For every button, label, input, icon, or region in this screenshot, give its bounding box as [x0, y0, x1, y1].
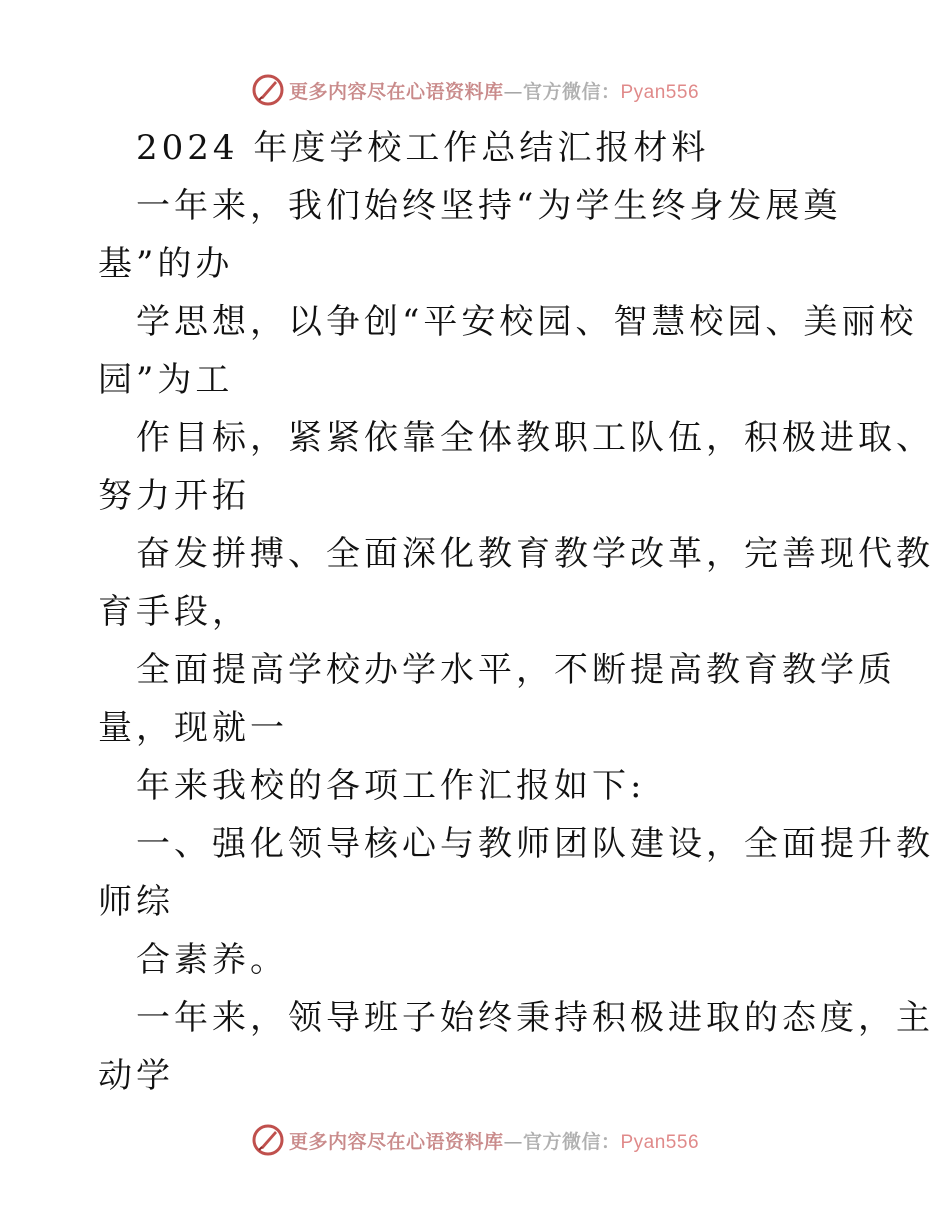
banner-text [289, 1127, 699, 1154]
section-heading-line: 一、强化领导核心与教师团队建设，全面提升教 [136, 824, 934, 864]
banner-wechat-label: 官方微信： [522, 80, 621, 103]
banner-separator: — [503, 80, 523, 103]
banner-text [289, 77, 699, 104]
paragraph-line: 育手段， [98, 592, 250, 632]
paragraph-line: 学思想，以争创“平安校园、智慧校园、美丽校 [136, 302, 918, 342]
section-heading-line: 师综 [98, 882, 174, 922]
banner-library-text: 更多内容尽在心语资料库 [288, 1130, 504, 1153]
quill-logo-icon [251, 1123, 285, 1157]
paragraph-line: 年来我校的各项工作汇报如下: [136, 766, 646, 806]
paragraph-line: 基”的办 [98, 244, 234, 284]
paragraph-line: 动学 [98, 1056, 174, 1096]
paragraph-line: 园”为工 [98, 360, 234, 400]
quill-logo-icon [251, 73, 285, 107]
paragraph-line: 一年来，领导班子始终秉持积极进取的态度，主 [136, 998, 934, 1038]
header-banner [0, 70, 950, 110]
paragraph-line: 奋发拼搏、全面深化教育教学改革，完善现代教 [136, 534, 934, 574]
paragraph-line: 一年来，我们始终坚持“为学生终身发展奠 [136, 186, 842, 226]
banner-wechat-id: Pyan556 [620, 1131, 700, 1153]
paragraph-line: 全面提高学校办学水平，不断提高教育教学质 [136, 650, 896, 690]
banner-library-text: 更多内容尽在心语资料库 [288, 80, 504, 103]
paragraph-line: 量，现就一 [98, 708, 288, 748]
banner-wechat-label: 官方微信： [522, 1130, 621, 1153]
banner-wechat-id: Pyan556 [620, 81, 700, 103]
paragraph-line: 作目标，紧紧依靠全体教职工队伍，积极进取、 [136, 418, 934, 458]
section-heading-line: 合素养。 [136, 940, 288, 980]
document-title: 2024 年度学校工作总结汇报材料 [136, 128, 710, 168]
banner-separator: — [503, 1130, 523, 1153]
paragraph-line: 努力开拓 [98, 476, 250, 516]
footer-banner [0, 1120, 950, 1160]
